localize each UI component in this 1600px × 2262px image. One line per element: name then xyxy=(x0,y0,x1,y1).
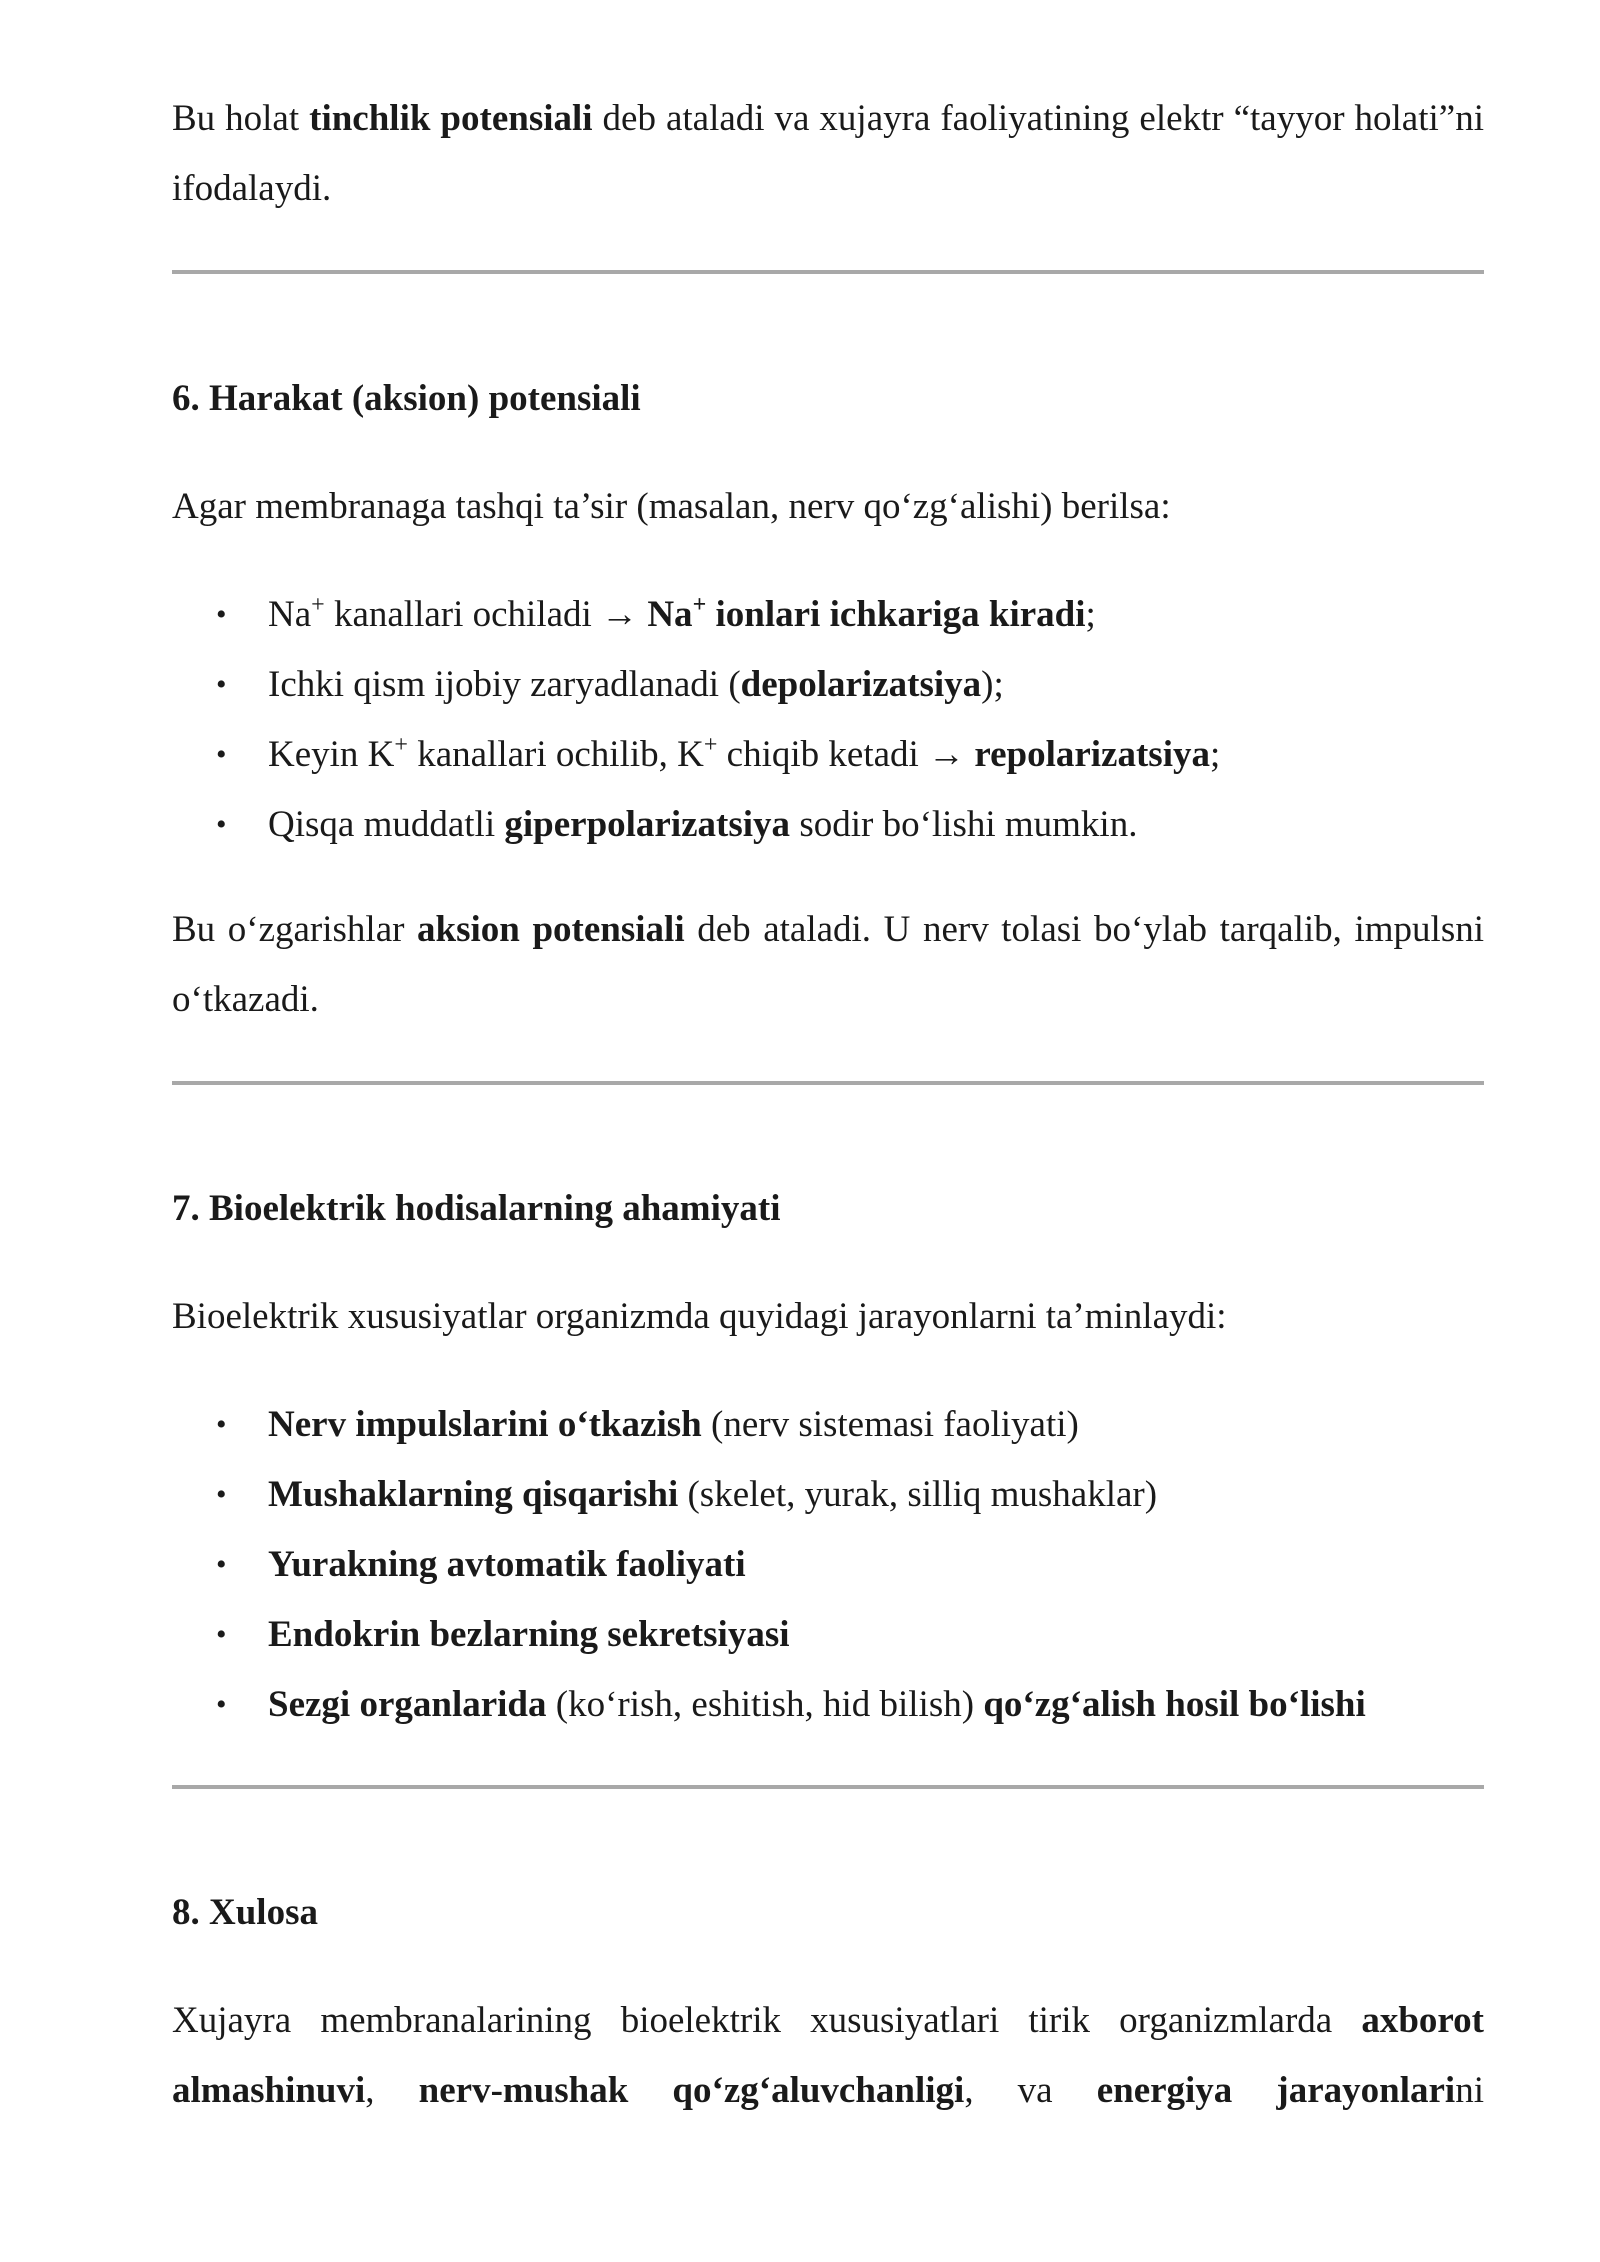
section-6-list xyxy=(172,580,1484,860)
list-bold: repolarizatsiya xyxy=(974,734,1210,775)
list-text: (nerv sistemasi faoliyati) xyxy=(701,1404,1079,1445)
list-item xyxy=(172,1530,1484,1600)
section-6-heading: 6. Harakat (aksion) potensiali xyxy=(172,378,641,419)
list-item xyxy=(172,1670,1484,1740)
conclusion-bold: nerv-mushak qo‘zg‘aluvchanligi xyxy=(418,2070,965,2111)
list-bold: Mushaklarning qisqarishi xyxy=(268,1474,679,1515)
closing-bold: aksion potensiali xyxy=(417,909,685,950)
superscript: + xyxy=(311,592,325,618)
section-divider xyxy=(172,270,1484,274)
conclusion-bold: axborot almashinuvi xyxy=(172,2000,1484,2111)
list-item xyxy=(172,650,1484,720)
list-item xyxy=(172,720,1484,790)
list-text: ); xyxy=(981,664,1004,705)
list-text: ; xyxy=(1085,594,1096,635)
list-text: kanallari ochiladi → xyxy=(324,594,648,635)
closing-text: Bu o‘zgarishlar xyxy=(172,909,418,950)
section-divider xyxy=(172,1081,1484,1085)
intro-paragraph xyxy=(172,84,1484,224)
closing-text-end: deb ataladi. U nerv tolasi bo‘ylab tarqalib, impulsni o‘tkazadi. xyxy=(172,909,1484,1020)
list-text: kanallari ochilib, K xyxy=(407,734,704,775)
section-6-lead: Agar membranaga tashqi ta’sir (masalan, nerv qo‘zg‘alishi) berilsa: xyxy=(172,486,1171,527)
list-text: ; xyxy=(1209,734,1221,775)
list-item xyxy=(172,1460,1484,1530)
superscript: + xyxy=(692,592,707,618)
superscript: + xyxy=(394,732,408,758)
list-item xyxy=(172,1600,1484,1670)
list-bold: Endokrin bezlarning sekretsiyasi xyxy=(268,1614,790,1655)
list-text: sodir bo‘lishi mumkin. xyxy=(790,804,1138,845)
list-text: (skelet, yurak, silliq mushaklar) xyxy=(678,1474,1158,1515)
list-bold: depolarizatsiya xyxy=(740,664,982,705)
section-7-heading: 7. Bioelektrik hodisalarning ahamiyati xyxy=(172,1188,781,1229)
conclusion-text: Xujayra membranalarining bioelektrik xususiyatlari tirik organizmlarda xyxy=(172,2000,1362,2041)
intro-text: Bu holat xyxy=(172,98,310,139)
conclusion-text: , xyxy=(365,2070,419,2111)
list-text: Qisqa muddatli xyxy=(268,804,505,845)
list-item xyxy=(172,580,1484,650)
superscript: + xyxy=(703,732,718,758)
section-7-lead: Bioelektrik xususiyatlar organizmda quyidagi jarayonlarni ta’minlaydi: xyxy=(172,1296,1227,1337)
list-bold: giperpolarizatsiya xyxy=(504,804,791,845)
list-item xyxy=(172,1390,1484,1460)
list-item xyxy=(172,790,1484,860)
conclusion-text: ni xyxy=(1455,2070,1484,2111)
section-divider xyxy=(172,1785,1484,1789)
list-text: Na xyxy=(268,594,312,635)
list-text: chiqib ketadi → xyxy=(717,734,975,775)
section-8-paragraph xyxy=(172,1986,1484,2126)
list-bold: Na xyxy=(647,594,693,635)
list-bold: qo‘zg‘alish hosil bo‘lishi xyxy=(983,1684,1366,1725)
list-text: Keyin K xyxy=(268,734,395,775)
list-bold: Sezgi organlarida xyxy=(268,1684,547,1725)
list-text: Ichki qism ijobiy zaryadlanadi ( xyxy=(268,664,741,705)
list-bold: Nerv impulslarini o‘tkazish xyxy=(268,1404,702,1445)
section-8-heading: 8. Xulosa xyxy=(172,1892,318,1933)
list-bold: ionlari ichkariga kiradi xyxy=(706,594,1086,635)
intro-text-end: deb ataladi va xujayra faoliyatining elektr “tayyor holati”ni ifodalaydi. xyxy=(172,98,1484,209)
conclusion-text: , va xyxy=(964,2070,1097,2111)
section-6-closing xyxy=(172,895,1484,1035)
conclusion-bold: energiya jarayonlari xyxy=(1096,2070,1456,2111)
section-7-list xyxy=(172,1390,1484,1740)
list-text: (ko‘rish, eshitish, hid bilish) xyxy=(546,1684,984,1725)
intro-bold-term: tinchlik potensiali xyxy=(309,98,593,139)
list-bold: Yurakning avtomatik faoliyati xyxy=(268,1544,746,1585)
